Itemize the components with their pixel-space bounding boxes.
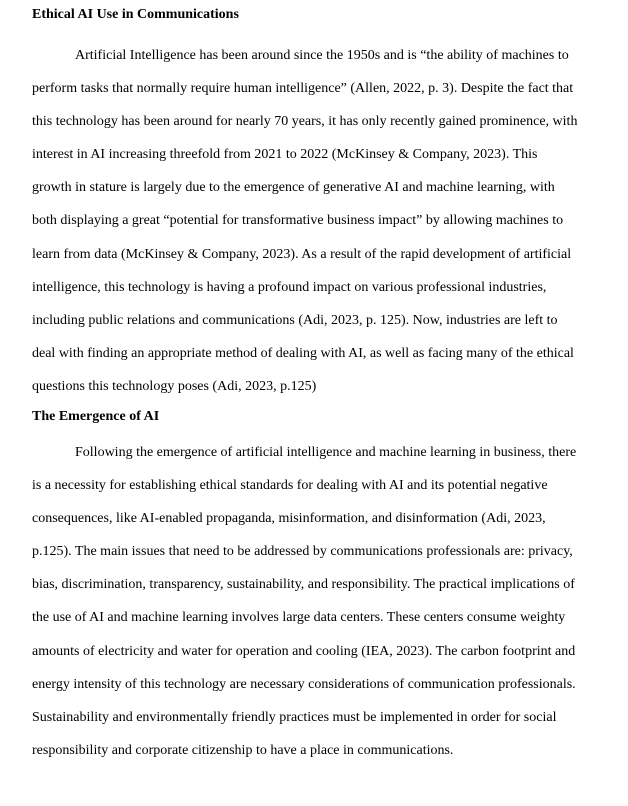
paragraph-line: deal with finding an appropriate method of dealing with AI, as well as facing many of the ethical: [32, 345, 574, 361]
paragraph-line: intelligence, this technology is having a profound impact on various professional industries,: [32, 279, 547, 295]
paragraph-line: interest in AI increasing threefold from 2021 to 2022 (McKinsey & Company, 2023). This: [32, 147, 538, 163]
paragraph-line: learn from data (McKinsey & Company, 2023). As a result of the rapid development of artificial: [32, 246, 572, 262]
paragraph-line: responsibility and corporate citizenship to have a place in communications.: [32, 742, 454, 758]
paragraph-line: Sustainability and environmentally friendly practices must be implemented in order for social: [32, 709, 557, 725]
paragraph-line: including public relations and communications (Adi, 2023, p. 125). Now, industries are left to: [32, 312, 558, 328]
paragraph-line: perform tasks that normally require human intelligence” (Allen, 2022, p. 3). Despite the fact that: [32, 81, 574, 97]
paragraph-line: the use of AI and machine learning involves large data centers. These centers consume weighty: [32, 610, 566, 626]
paragraph-line: p.125). The main issues that need to be addressed by communications professionals are: privacy,: [32, 544, 573, 560]
paragraph-line: Artificial Intelligence has been around since the 1950s and is “the ability of machines to: [75, 48, 569, 63]
section-heading: The Emergence of AI: [32, 409, 160, 424]
paragraph-line: growth in stature is largely due to the emergence of generative AI and machine learning, with: [32, 180, 555, 196]
paragraph-line: consequences, like AI-enabled propaganda, misinformation, and disinformation (Adi, 2023,: [32, 511, 546, 527]
paragraph-line: Following the emergence of artificial intelligence and machine learning in business, there: [75, 445, 577, 460]
paragraph-line: this technology has been around for nearly 70 years, it has only recently gained prominence, with: [32, 114, 578, 130]
emergence-paragraph: [32, 436, 594, 767]
intro-paragraph: [32, 39, 594, 403]
paragraph-line: is a necessity for establishing ethical standards for dealing with AI and its potential negative: [32, 478, 548, 494]
paragraph-line: energy intensity of this technology are necessary considerations of communication professionals.: [32, 676, 576, 692]
paragraph-line: amounts of electricity and water for operation and cooling (IEA, 2023). The carbon footprint and: [32, 643, 576, 659]
paragraph-line: questions this technology poses (Adi, 2023, p.125): [32, 378, 317, 394]
paragraph-line: bias, discrimination, transparency, sustainability, and responsibility. The practical implications of: [32, 577, 575, 593]
document-title: Ethical AI Use in Communications: [32, 7, 239, 22]
paragraph-line: both displaying a great “potential for transformative business impact” by allowing machines to: [32, 213, 564, 229]
